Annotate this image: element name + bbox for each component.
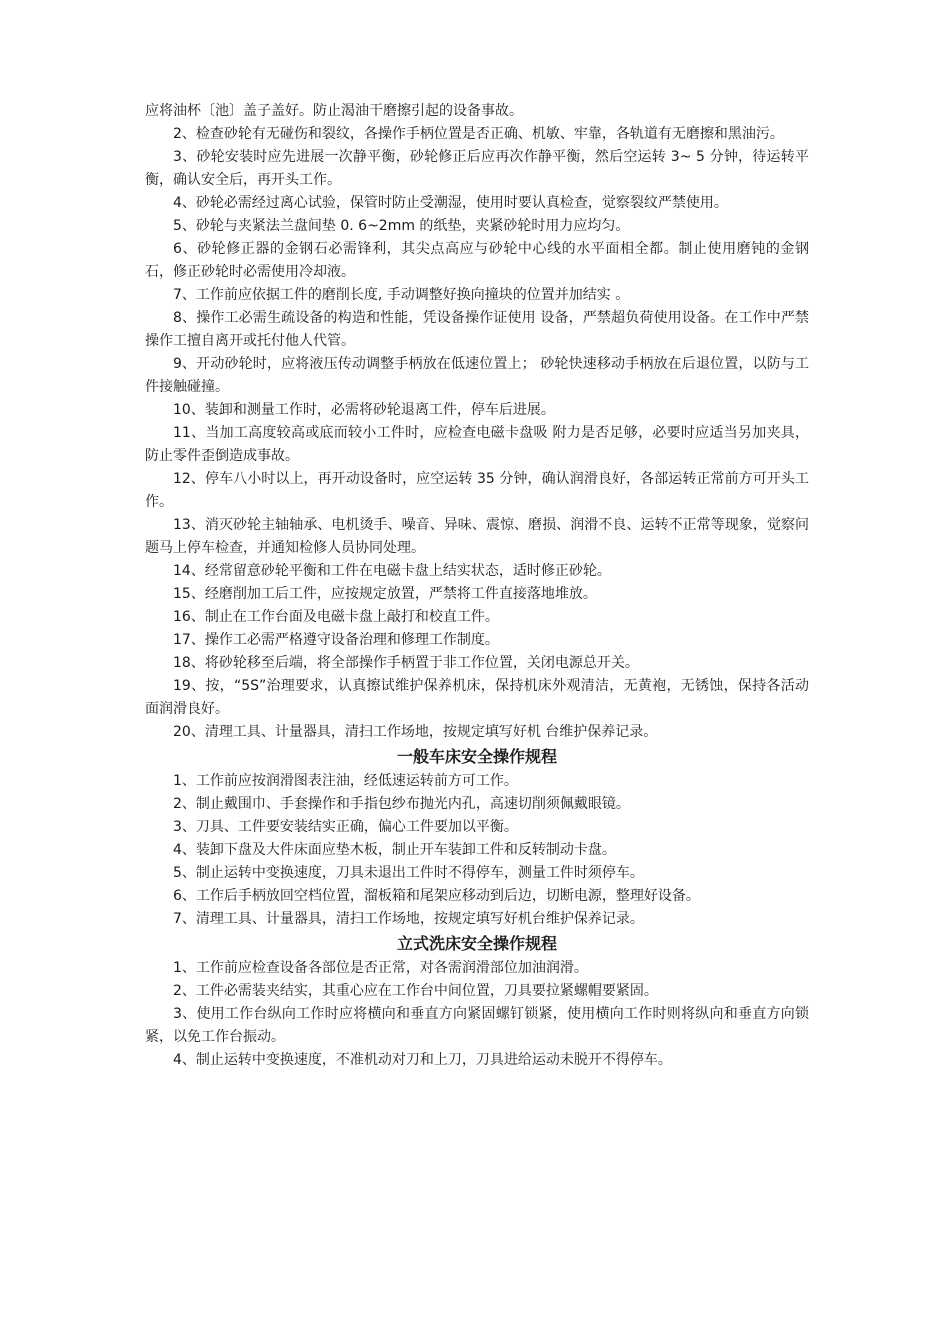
- list-item: 4、装卸下盘及大件床面应垫木板，制止开车装卸工件和反转制动卡盘。: [173, 842, 616, 858]
- lathe-rules-list: [145, 770, 809, 931]
- list-item: 2、工件必需装夹结实，其重心应在工作台中间位置，刀具要拉紧螺帽要紧固。: [173, 983, 658, 999]
- list-item: 5、制止运转中变换速度，刀具未退出工件时不得停车，测量工件时须停车。: [173, 865, 644, 881]
- list-item: 13、消灭砂轮主轴轴承、电机烫手、噪音、异味、震惊、磨损、润滑不良、运转不正常等现象，觉察问题马上停车检查，并通知检修人员协同处理。: [145, 517, 809, 556]
- opening-line: 应将油杯〔池〕盖子盖好。防止渴油干磨擦引起的设备事故。: [145, 103, 523, 119]
- list-item: 6、工作后手柄放回空档位置，溜板箱和尾架应移动到后边，切断电源，整理好设备。: [173, 888, 700, 904]
- list-item: 2、制止戴围巾、手套操作和手指包纱布抛光内孔，高速切削须佩戴眼镜。: [173, 796, 630, 812]
- list-item: 11、当加工高度较高或底而较小工件时，应检查电磁卡盘吸 附力是否足够，必要时应适当另加夹具，防止零件歪倒造成事故。: [145, 425, 809, 464]
- list-item: 18、将砂轮移至后端，将全部操作手柄置于非工作位置，关闭电源总开关。: [173, 655, 639, 671]
- list-item: 14、经常留意砂轮平衡和工件在电磁卡盘上结实状态，适时修正砂轮。: [173, 563, 611, 579]
- list-item: 7、工作前应依据工件的磨削长度, 手动调整好换向撞块的位置并加结实 。: [173, 287, 630, 303]
- list-item: 3、刀具、工件要安装结实正确，偏心工件要加以平衡。: [173, 819, 518, 835]
- list-item: 6、砂轮修正器的金钢石必需锋利，其尖点高应与砂轮中心线的水平面相全都。制止使用磨钝的金钢石，修正砂轮时必需使用冷却液。: [145, 241, 809, 280]
- lathe-section-title: 一般车床安全操作规程: [396, 747, 557, 766]
- list-item: 17、操作工必需严格遵守设备治理和修理工作制度。: [173, 632, 499, 648]
- document-page: [145, 100, 809, 1072]
- list-item: 5、砂轮与夹紧法兰盘间垫 0. 6~2mm 的纸垫，夹紧砂轮时用力应均匀。: [173, 218, 630, 234]
- list-item: 19、按，“5S”治理要求，认真擦试维护保养机床，保持机床外观清洁，无黄袍，无锈蚀，保持各活动面润滑良好。: [145, 678, 809, 717]
- list-item: 20、清理工具、计量器具，清扫工作场地，按规定填写好机 台维护保养记录。: [173, 724, 658, 740]
- list-item: 3、砂轮安装时应先进展一次静平衡，砂轮修正后应再次作静平衡，然后空运转 3~ 5 分钟，待运转平衡，确认安全后，再开头工作。: [145, 149, 809, 188]
- list-item: 4、砂轮必需经过离心试验，保管时防止受潮湿，使用时要认真检查，觉察裂纹严禁使用。: [173, 195, 728, 211]
- list-item: 8、操作工必需生疏设备的构造和性能，凭设备操作证使用 设备，严禁超负荷使用设备。在工作中严禁操作工擅自离开或托付他人代管。: [145, 310, 809, 349]
- list-item: 12、停车八小时以上，再开动设备时，应空运转 35 分钟，确认润滑良好，各部运转正常前方可开头工作。: [145, 471, 809, 510]
- list-item: 3、使用工作台纵向工作时应将横向和垂直方向紧固螺钉锁紧，使用横向工作时则将纵向和垂直方向锁紧，以免工作台振动。: [145, 1006, 809, 1045]
- milling-rules-list: [145, 957, 809, 1072]
- list-item: 1、工作前应检查设备各部位是否正常，对各需润滑部位加油润滑。: [173, 960, 588, 976]
- list-item: 1、工作前应按润滑图表注油，经低速运转前方可工作。: [173, 773, 518, 789]
- grinder-rules-list: [145, 123, 809, 744]
- milling-section-title: 立式洗床安全操作规程: [396, 934, 557, 953]
- list-item: 16、制止在工作台面及电磁卡盘上敲打和校直工件。: [173, 609, 499, 625]
- list-item: 15、经磨削加工后工件，应按规定放置，严禁将工件直接落地堆放。: [173, 586, 597, 602]
- list-item: 9、开动砂轮时，应将液压传动调整手柄放在低速位置上； 砂轮快速移动手柄放在后退位置，以防与工件接触碰撞。: [145, 356, 809, 395]
- list-item: 10、装卸和测量工作时，必需将砂轮退离工件，停车后进展。: [173, 402, 555, 418]
- list-item: 7、清理工具、计量器具，清扫工作场地，按规定填写好机台维护保养记录。: [173, 911, 644, 927]
- list-item: 4、制止运转中变换速度，不准机动对刀和上刀，刀具进给运动未脱开不得停车。: [173, 1052, 672, 1068]
- list-item: 2、检查砂轮有无碰伤和裂纹，各操作手柄位置是否正确、机敏、牢靠，各轨道有无磨擦和黑油污。: [173, 126, 784, 142]
